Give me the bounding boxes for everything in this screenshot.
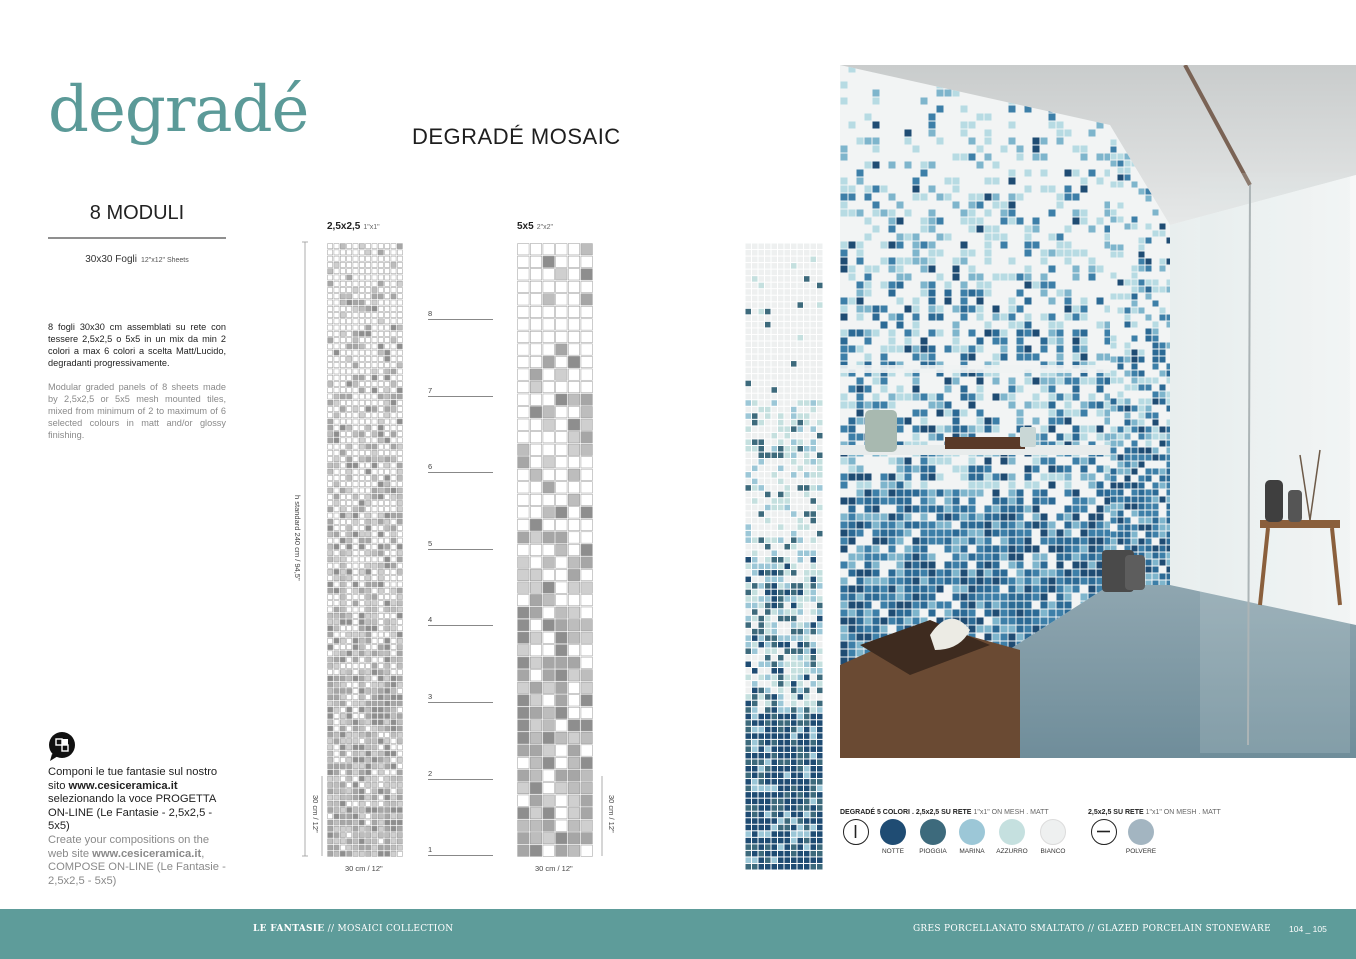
module-divider <box>428 472 493 473</box>
moduli-heading: 8 MODULI <box>89 202 185 224</box>
heading-divider <box>48 237 226 239</box>
module-number: 1 <box>428 845 433 855</box>
sheet-label-left: 30 cm / 12" <box>311 795 320 833</box>
col2-head: 5x5 <box>517 221 534 232</box>
description-english: Modular graded panels of 8 sheets made by 2,5x2,5 or 5x5 mesh mounted tiles, mixed from minimum of 2 to maximum of 6 selected colours in matt and/or glossy finishing. <box>48 382 226 440</box>
palette-heading-single <box>1088 809 1221 816</box>
online-it-part2: selezionando la voce PROGETTA ON-LINE (Le Fantasie - 2,5x2,5 - 5x5) <box>48 793 216 832</box>
palette-heading-5-colors <box>840 809 1049 816</box>
online-en-part1: Create your compositions on the web site <box>48 834 210 860</box>
swatch-marina <box>959 819 985 845</box>
module-divider <box>428 396 493 397</box>
module-number: 4 <box>428 615 433 625</box>
footer-bar <box>0 909 1356 959</box>
module-divider <box>428 702 493 703</box>
section-title: DEGRADÉ MOSAIC <box>412 124 621 149</box>
module-divider <box>428 779 493 780</box>
col1-head: 2,5x2,5 <box>327 221 361 232</box>
description-italian: 8 fogli 30x30 cm assemblati su rete con tessere 2,5x2,5 o 5x5 in un mix da min 2 colori a max 6 colori a scelta Matt/Lucido, degradanti progressivamente. <box>48 322 226 368</box>
online-text-english <box>48 834 228 888</box>
website-link-en[interactable]: www.cesiceramica.it <box>92 847 202 860</box>
brand-title: degradé <box>48 73 309 147</box>
swatch-label-pioggia: PIOGGIA <box>919 848 947 855</box>
online-it-part1: Componi le tue fantasie sul nostro sito <box>48 766 218 792</box>
palette-heading-single-light: 1"x1" ON MESH . MATT <box>1145 809 1221 816</box>
blue-degrade-strip <box>745 243 823 870</box>
module-number: 5 <box>428 538 433 548</box>
swatch-notte <box>880 819 906 845</box>
sheets-caption <box>48 254 226 265</box>
mosaic-strip-5x5 <box>517 243 593 857</box>
sheets-main: 30x30 Fogli <box>85 254 137 265</box>
chat-grid-icon <box>48 732 76 762</box>
swatch-label-azzurro: AZZURRO <box>996 848 1028 855</box>
mosaic-strip-2-5 <box>327 243 403 857</box>
swatch-label-marina: MARINA <box>959 848 985 855</box>
module-number: 7 <box>428 385 433 395</box>
online-text-italian <box>48 766 226 834</box>
footer-collection-bold: LE FANTASIE <box>253 924 325 934</box>
swatch-label-bianco: BIANCO <box>1040 848 1066 855</box>
sheet-measure-line-right <box>598 775 606 857</box>
palette-heading-5-light: 1"x1" ON MESH . MATT <box>973 809 1049 816</box>
module-divider <box>428 549 493 550</box>
module-divider <box>428 855 493 856</box>
footer-material: GRES PORCELLANATO SMALTATO // GLAZED PORCELAIN STONEWARE <box>912 924 1271 934</box>
swatch-polvere <box>1128 819 1154 845</box>
swatch-bianco <box>1040 819 1066 845</box>
horizontal-gradient-icon <box>1091 819 1117 845</box>
width-label-right: 30 cm / 12" <box>535 864 573 873</box>
footer-collection <box>253 924 453 934</box>
palette-heading-5-bold: DEGRADÉ 5 COLORI . 2,5x2,5 SU RETE <box>840 809 972 816</box>
vertical-gradient-icon <box>843 819 869 845</box>
column-head-small-tile <box>327 221 380 232</box>
module-divider <box>428 319 493 320</box>
column-head-large-tile <box>517 221 553 232</box>
palette-heading-single-bold: 2,5x2,5 SU RETE <box>1088 809 1144 816</box>
module-divider <box>428 625 493 626</box>
page-numbers: 104 _ 105 <box>1289 924 1327 934</box>
footer-collection-rest: // MOSAICI COLLECTION <box>324 924 454 934</box>
swatch-label-polvere: POLVERE <box>1125 848 1157 855</box>
bathroom-photo <box>840 65 1356 758</box>
height-label: h standard 240 cm / 94,5" <box>293 495 302 581</box>
swatch-label-notte: NOTTE <box>881 848 905 855</box>
sheet-label-right: 30 cm / 12" <box>607 795 616 833</box>
width-label-left: 30 cm / 12" <box>345 864 383 873</box>
swatch-pioggia <box>920 819 946 845</box>
module-number: 2 <box>428 768 433 778</box>
swatch-azzurro <box>999 819 1025 845</box>
online-en-part2: , COMPOSE ON-LINE (Le Fantasie - 2,5x2,5 - 5x5) <box>48 847 226 887</box>
sheets-small: 12"x12" Sheets <box>140 257 189 264</box>
module-number: 6 <box>428 462 433 472</box>
col1-sub: 1"x1" <box>363 224 380 231</box>
col2-sub: 2"x2" <box>536 224 553 231</box>
module-number: 8 <box>428 309 433 318</box>
website-link-it[interactable]: www.cesiceramica.it <box>68 779 178 792</box>
module-number: 3 <box>428 692 433 701</box>
